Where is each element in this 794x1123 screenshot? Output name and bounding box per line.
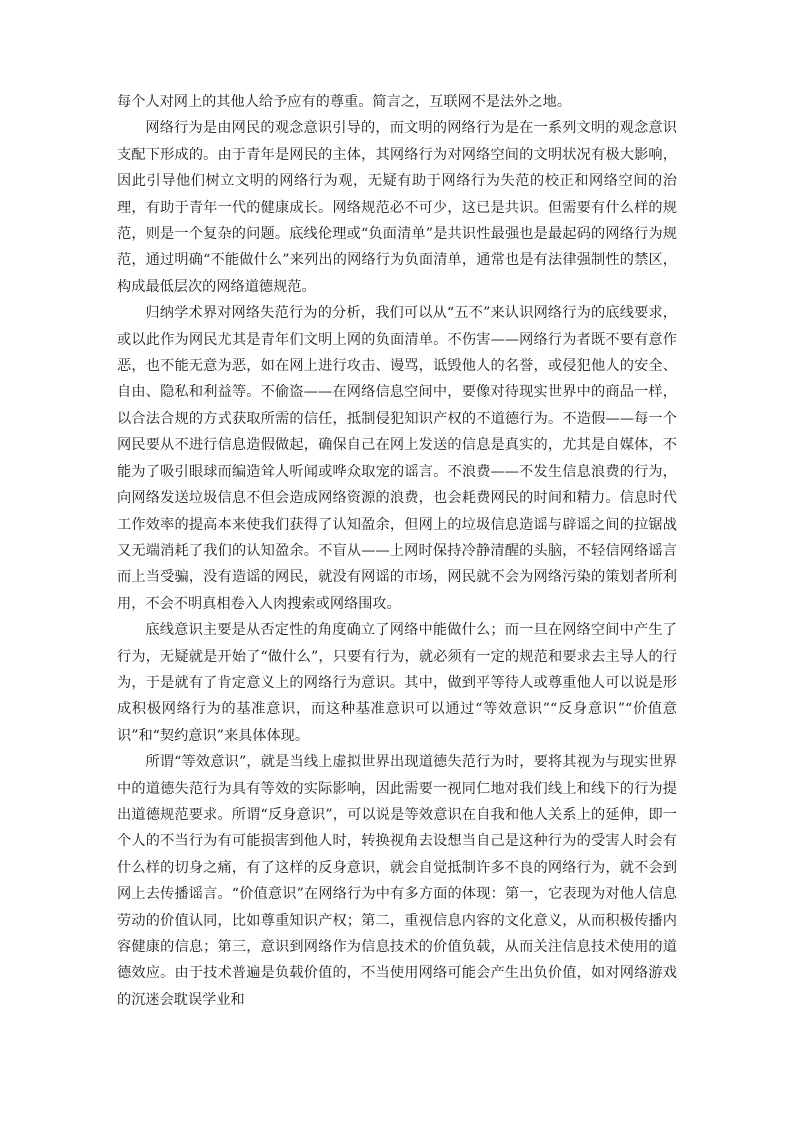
paragraph-4: 底线意识主要是从否定性的角度确立了网络中能做什么；而一旦在网络空间中产生了行为，无疑就是开始了“做什么”，只要有行为，就必须有一定的规范和要求去主导人的行为，于是就有了肯定意义上的网络行为意识。其中，做到平等待人或尊重他人可以说是形成积极网络行为的基准意识，而这种基准意识可以通过“等效意识”“反身意识”“价值意识”和“契约意识”来具体体现。 xyxy=(117,622,677,744)
paragraph-5: 所谓“等效意识”，就是当线上虚拟世界出现道德失范行为时，要将其视为与现实世界中的道德失范行为具有等效的实际影响，因此需要一视同仁地对我们线上和线下的行为提出道德规范要求。所谓“反身意识”，可以说是等效意识在自我和他人关系上的延伸，即一个人的不当行为有可能损害到他人时，转换视角去设想当自己是这种行为的受害人时会有什么样的切身之痛，有了这样的反身意识，就会自觉抵制许多不良的网络行为，就不会到网上去传播谣言。“价值意识”在网络行为中有多方面的体现：第一，它表现为对他人信息劳动的价值认同，比如尊重知识产权；第二，重视信息内容的文化意义，从而积极传播内容健康的信息；第三，意识到网络作为信息技术的价值负载，从而关注信息技术使用的道德效应。由于技术普遍是负载价值的，不当使用网络可能会产生出负价值，如对网络游戏的沉迷会耽误学业和 xyxy=(117,754,677,1008)
paragraph-1: 每个人对网上的其他人给予应有的尊重。简言之，互联网不是法外之地。 xyxy=(117,94,572,110)
paragraph-2: 网络行为是由网民的观念意识引导的，而文明的网络行为是在一系列文明的观念意识支配下形成的。由于青年是网民的主体，其网络行为对网络空间的文明状况有极大影响，因此引导他们树立文明的网络行为观，无疑有助于网络行为失范的校正和网络空间的治理，有助于青年一代的健康成长。网络规范必不可少，这已是共识。但需要有什么样的规范，则是一个复杂的问题。底线伦理或“负面清单”是共识性最强也是最起码的网络行为规范，通过明确“不能做什么”来列出的网络行为负面清单，通常也是有法律强制性的禁区，构成最低层次的网络道德规范。 xyxy=(117,120,677,295)
paragraph-3: 归纳学术界对网络失范行为的分析，我们可以从“五不”来认识网络行为的底线要求，或以此作为网民尤其是青年们文明上网的负面清单。不伤害——网络行为者既不要有意作恶，也不能无意为恶，如在网上进行攻击、谩骂，诋毁他人的名誉，或侵犯他人的安全、自由、隐私和利益等。不偷盗——在网络信息空间中，要像对待现实世界中的商品一样，以合法合规的方式获取所需的信任，抵制侵犯知识产权的不道德行为。不造假——每一个网民要从不进行信息造假做起，确保自己在网上发送的信息是真实的，尤其是自媒体，不能为了吸引眼球而编造耸人听闻或哗众取宠的谣言。不浪费——不发生信息浪费的行为，向网络发送垃圾信息不但会造成网络资源的浪费，也会耗费网民的时间和精力。信息时代工作效率的提高本来使我们获得了认知盈余，但网上的垃圾信息造谣与辟谣之间的拉锯战又无端消耗了我们的认知盈余。不盲从——上网时保持冷静清醒的头脑，不轻信网络谣言而上当受骗，没有造谣的网民，就没有网谣的市场，网民就不会为网络污染的策划者所利用，不会不明真相卷入人肉搜索或网络围攻。 xyxy=(117,305,677,612)
document-body xyxy=(117,89,677,1013)
